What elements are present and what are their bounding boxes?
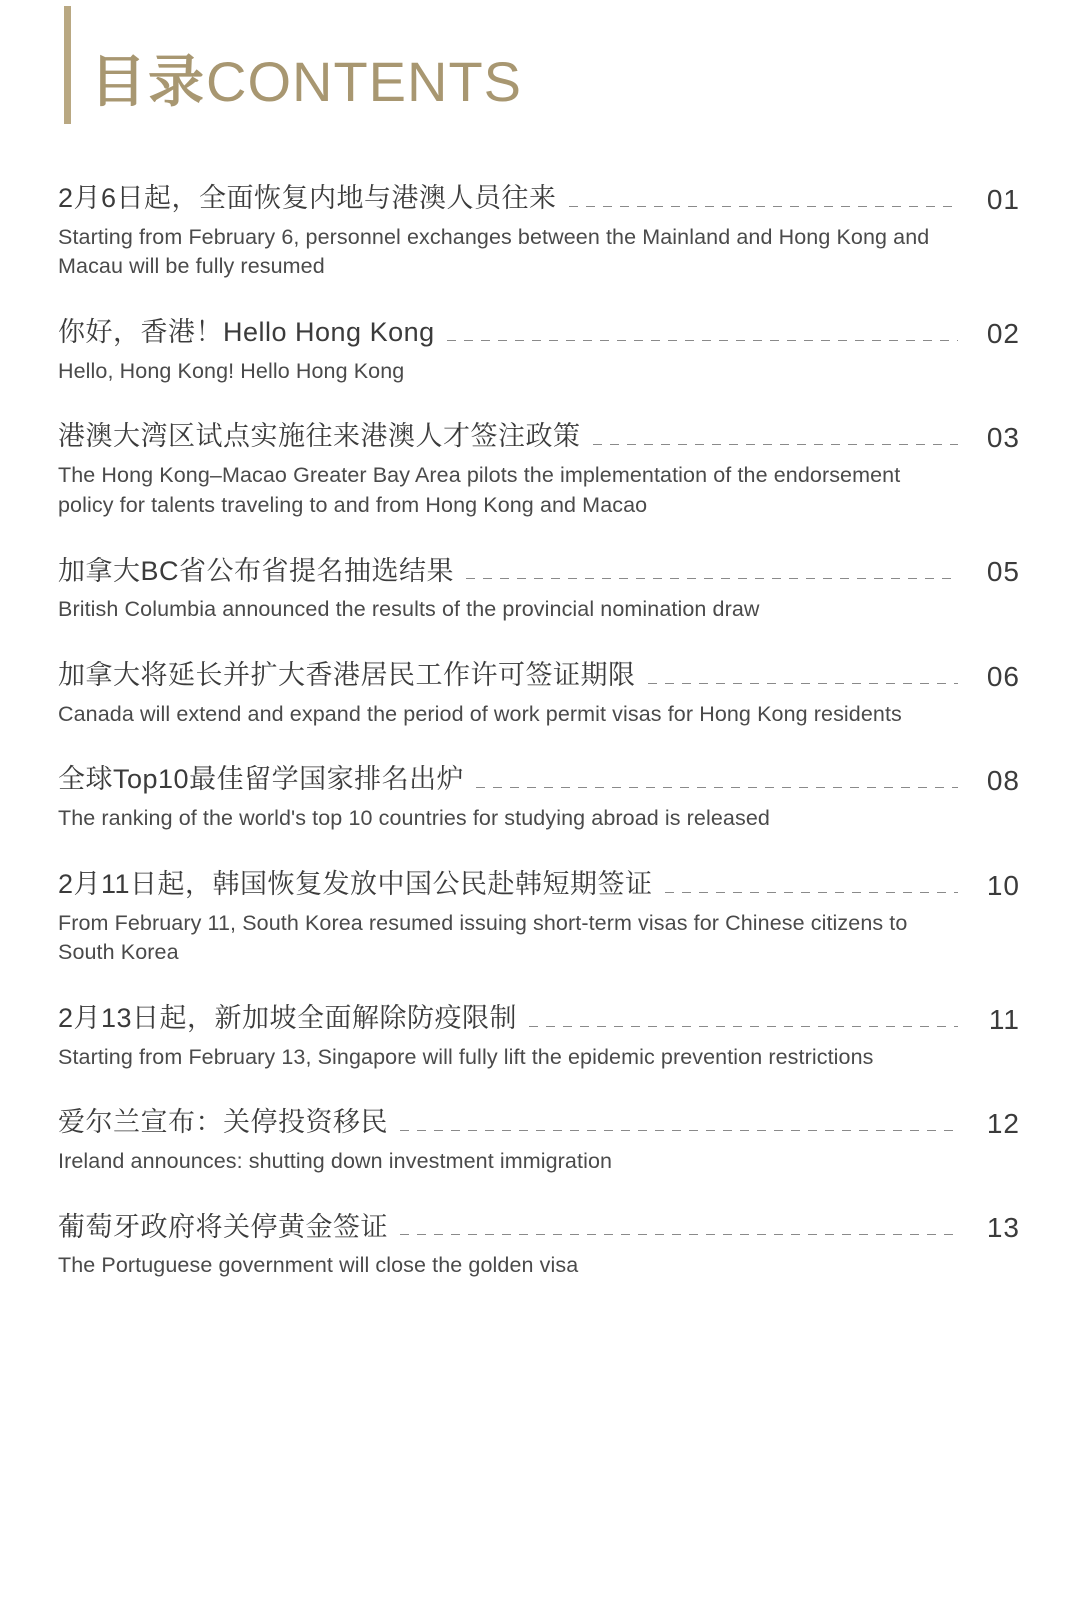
toc-entry-row (58, 763, 1020, 797)
toc-entry-title-cn: 葡萄牙政府将关停黄金签证 (58, 1211, 388, 1242)
toc-entry-title-cn: 加拿大将延长并扩大香港居民工作许可签证期限 (58, 659, 636, 690)
toc-entry-title-en: Ireland announces: shutting down investment immigration (58, 1148, 613, 1173)
toc-entry-row (58, 555, 1020, 589)
toc-entry-row (58, 659, 1020, 693)
toc-page-number: 13 (986, 1212, 1020, 1244)
toc-entry[interactable] (58, 763, 1020, 833)
page-header (58, 0, 1020, 172)
toc-entry-row (58, 868, 1020, 902)
toc-leader-dots (447, 340, 958, 341)
toc-page-number: 11 (988, 1003, 1020, 1035)
toc-leader-dots (476, 787, 958, 788)
toc-entry[interactable] (58, 182, 1020, 282)
toc-entry-title-en: The Hong Kong–Macao Greater Bay Area pilots the implementation of the endorsement policy for talents traveling to and from Hong Kong and Macao (58, 463, 901, 517)
toc-leader-dots (400, 1234, 958, 1235)
toc-entry-title-en: From February 11, South Korea resumed issuing short-term visas for Chinese citizens to South Korea (58, 910, 908, 965)
toc-entry-row (58, 316, 1020, 350)
toc-leader-dots (593, 444, 959, 445)
toc-page-number: 12 (986, 1107, 1020, 1139)
toc-entry-title-en: The Portuguese government will close the golden visa (58, 1253, 579, 1278)
toc-page-number: 05 (986, 556, 1020, 588)
toc-entry-title-en: The ranking of the world's top 10 countries for studying abroad is released (58, 806, 770, 831)
toc-leader-dots (569, 206, 958, 207)
table-of-contents (58, 182, 1020, 1281)
toc-entry[interactable] (58, 420, 1020, 520)
accent-bar (64, 6, 71, 124)
toc-page-number: 01 (986, 183, 1020, 215)
toc-entry-row (58, 182, 1020, 216)
page-title (90, 50, 522, 113)
toc-entry-title-en: Starting from February 13, Singapore will fully lift the epidemic prevention restrictions (58, 1044, 874, 1069)
toc-page-number: 02 (986, 317, 1020, 349)
toc-entry[interactable] (58, 1002, 1020, 1072)
toc-entry[interactable] (58, 316, 1020, 386)
toc-entry-title-cn: 加拿大BC省公布省提名抽选结果 (58, 555, 455, 586)
toc-entry-title-cn: 2月11日起，韩国恢复发放中国公民赴韩短期签证 (58, 868, 653, 899)
toc-entry[interactable] (58, 1106, 1020, 1176)
toc-entry-title-cn: 你好，香港！Hello Hong Kong (58, 317, 435, 348)
toc-entry[interactable] (58, 659, 1020, 729)
toc-page-number: 03 (986, 422, 1020, 454)
toc-entry-row (58, 1106, 1020, 1140)
toc-entry-title-cn: 港澳大湾区试点实施往来港澳人才签注政策 (58, 421, 581, 452)
toc-entry-title-cn: 全球Top10最佳留学国家排名出炉 (58, 764, 465, 795)
toc-page-number: 06 (986, 660, 1020, 692)
toc-page-number: 10 (986, 869, 1020, 901)
page-title-cn: 目录 (90, 50, 206, 113)
toc-leader-dots (466, 578, 958, 579)
toc-entry-row (58, 1002, 1020, 1036)
toc-entry-title-cn: 2月13日起，新加坡全面解除防疫限制 (58, 1002, 518, 1033)
toc-page-number: 08 (986, 765, 1020, 797)
toc-leader-dots (665, 892, 958, 893)
toc-entry-row (58, 1211, 1020, 1245)
toc-entry-title-en: Starting from February 6, personnel exchanges between the Mainland and Hong Kong and Macau will be fully resumed (58, 224, 930, 279)
toc-entry-row (58, 420, 1020, 454)
toc-entry-title-en: British Columbia announced the results of the provincial nomination draw (58, 597, 760, 622)
toc-entry[interactable] (58, 1211, 1020, 1281)
toc-entry[interactable] (58, 555, 1020, 625)
toc-entry-title-en: Canada will extend and expand the period of work permit visas for Hong Kong residents (58, 701, 902, 726)
toc-leader-dots (400, 1130, 958, 1131)
page-title-en: CONTENTS (206, 50, 522, 113)
toc-entry-title-en: Hello, Hong Kong! Hello Hong Kong (58, 358, 405, 383)
toc-entry-title-cn: 2月6日起，全面恢复内地与港澳人员往来 (58, 183, 557, 213)
toc-leader-dots (648, 683, 959, 684)
toc-entry[interactable] (58, 868, 1020, 968)
toc-leader-dots (529, 1026, 958, 1027)
toc-entry-title-cn: 爱尔兰宣布：关停投资移民 (58, 1107, 388, 1138)
